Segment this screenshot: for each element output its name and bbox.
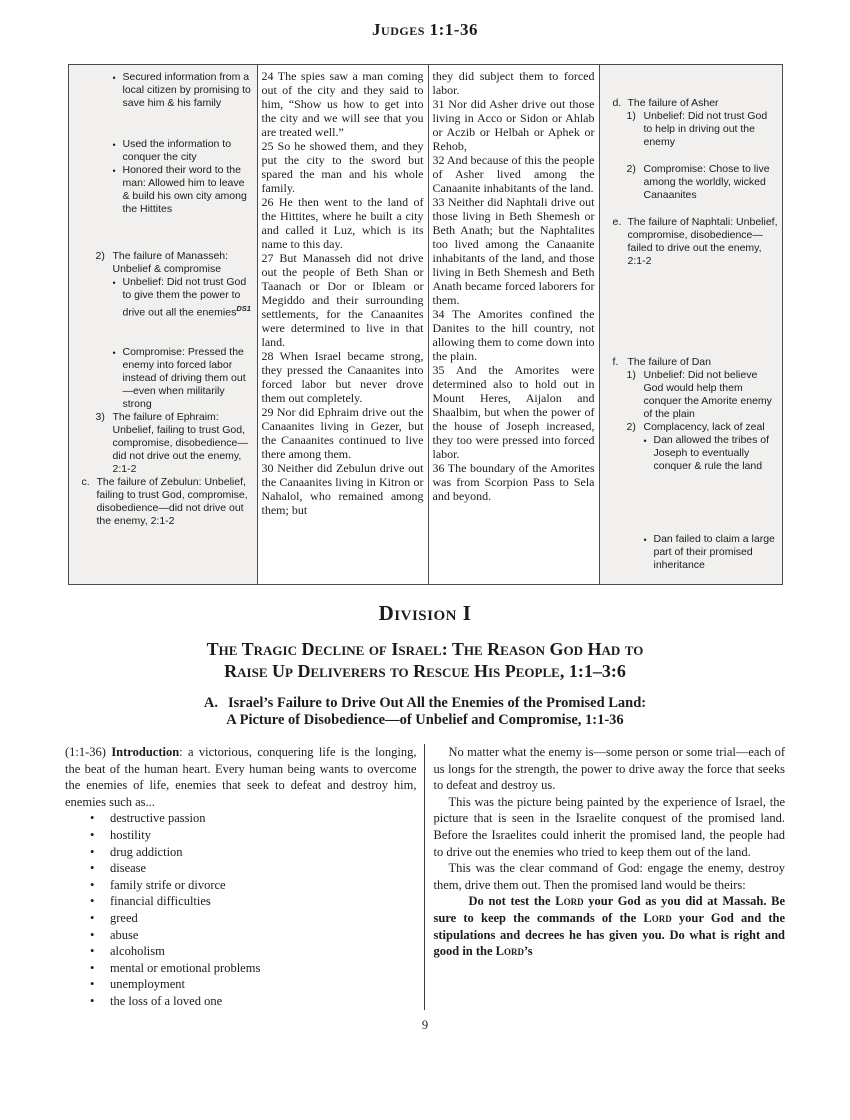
bullet-icon: •	[112, 278, 116, 288]
body-column-left	[65, 744, 425, 1010]
outline-item-text: Dan allowed the tribes of Joseph to eventually conquer & rule the land	[653, 434, 770, 472]
outline-item-text: Dan failed to claim a large part of their promised inheritance	[653, 533, 775, 571]
verse-paragraph: 26 He then went to the land of the Hittites, where he built a city and called it Luz, which is its name to this day.	[261, 195, 424, 251]
outline-item	[627, 369, 782, 421]
item-marker: f.	[612, 356, 619, 368]
quote-text: your God and the stipulations and decrees he has given you. Do what is right and good in the	[433, 910, 786, 959]
list-item-text: family strife or divorce	[110, 877, 226, 892]
list-item	[90, 810, 417, 827]
outline-item	[627, 421, 782, 434]
outline-item-text: The failure of Zebulun: Unbelief, failing to trust God, compromise, disobedience—did not drive out the enemy, 2:1-2	[96, 475, 248, 527]
list-item-text: drug addiction	[110, 844, 183, 859]
bullet-icon: •	[90, 993, 95, 1008]
intro-bold-label: Introduction	[111, 745, 180, 759]
outline-item	[644, 434, 782, 473]
outline-item	[113, 138, 257, 164]
list-item-text: unemployment	[110, 977, 185, 992]
intro-text: : a victorious, conquering life is the longing, the beat of the human heart. Every human being wants to overcome the enemies of life, enemies that seek to defeat and destroy him, enemies such as...	[65, 745, 417, 809]
quote-text: Do not test the	[468, 894, 556, 909]
list-item	[90, 943, 417, 960]
outline-column-right	[599, 65, 782, 584]
item-marker: d.	[612, 97, 622, 109]
list-item-text: alcoholism	[110, 944, 165, 959]
list-item	[90, 960, 417, 977]
bullet-icon: •	[90, 827, 95, 842]
verse-paragraph: they did subject them to forced labor.	[432, 69, 595, 97]
scripture-column-2	[428, 65, 599, 584]
superscript-note: DS1	[236, 304, 251, 313]
quote-text: ’s	[524, 944, 533, 959]
section-heading-text1: Israel’s Failure to Drive Out All the Enemies of the Promised Land:	[227, 695, 647, 711]
bullet-icon: •	[643, 535, 647, 545]
list-item	[90, 927, 417, 944]
outline-item	[613, 356, 782, 369]
verse-paragraph: 27 But Manasseh did not drive out the people of Beth Shan or Taanach or Dor or Ibleam or Megiddo and their surrounding settlements, for the Canaanites were determined to live in that land.	[261, 251, 424, 349]
outline-item-text-main: Unbelief: Did not trust God to give them the power to drive out all the enemies	[122, 276, 247, 319]
bullet-icon: •	[112, 347, 116, 358]
scripture-quote	[434, 893, 786, 959]
body-columns	[65, 744, 785, 1010]
outline-item	[113, 164, 257, 216]
list-item-text: abuse	[110, 927, 139, 942]
small-caps-lord: Lord	[555, 894, 584, 909]
list-item	[90, 827, 417, 844]
item-marker: 2)	[95, 250, 105, 262]
bullet-icon: •	[90, 927, 95, 942]
section-heading-line2: A Picture of Disobedience—of Unbelief and Compromise, 1:1-36	[226, 712, 624, 728]
document-page	[0, 20, 850, 1033]
list-item	[90, 893, 417, 910]
outline-item	[96, 411, 257, 476]
quote-text: your God as you did at Massah. Be sure to keep the commands of the	[433, 894, 785, 925]
list-item-text: hostility	[110, 827, 151, 842]
section-marker: A.	[203, 695, 218, 711]
outline-item-text	[123, 276, 257, 320]
outline-item-text: Unbelief: Did not believe God would help them conquer the Amorite enemy of the plain	[643, 369, 772, 420]
bullet-icon: •	[90, 910, 95, 925]
list-item-text: financial difficulties	[110, 894, 211, 909]
outline-item	[113, 276, 257, 320]
commentary-table	[68, 64, 783, 585]
section-heading	[0, 695, 850, 729]
verse-paragraph: 32 And because of this the people of Asher lived among the Canaanite inhabitants of the land.	[432, 153, 595, 195]
list-item-text: mental or emotional problems	[110, 960, 261, 975]
body-paragraph: No matter what the enemy is—some person or some trial—each of us longs for the strength, the power to drive away the force that seeks to defeat and destroy us.	[433, 745, 785, 793]
division-title	[0, 639, 850, 682]
item-marker: 2)	[626, 163, 636, 175]
verse-paragraph: 33 Neither did Naphtali drive out those living in Beth Shemesh or Beth Anath; but the Naphtalites too lived among the Canaanite inhabitants of the land, and those living in Beth Shemesh and Beth Anath became forced laborers for them.	[432, 195, 595, 307]
list-item	[90, 877, 417, 894]
list-item	[90, 993, 417, 1010]
bullet-icon: •	[90, 811, 95, 826]
bullet-icon: •	[90, 844, 95, 859]
verse-paragraph: 35 And the Amorites were determined also to hold out in Mount Heres, Aijalon and Shaalbim, but when the power of the house of Joseph increased, they too were pressed into forced labor.	[432, 363, 595, 461]
list-item	[90, 844, 417, 861]
list-item-text: destructive passion	[110, 811, 206, 826]
bullet-icon: •	[90, 877, 95, 892]
bullet-icon: •	[643, 436, 647, 446]
outline-item-text: The failure of Dan	[627, 356, 711, 368]
body-column-right	[425, 744, 786, 1010]
bullet-icon: •	[90, 861, 95, 876]
outline-item-text: Compromise: Pressed the enemy into forced labor instead of driving them out—even when militarily strong	[122, 345, 246, 410]
section-heading-line1	[0, 695, 850, 712]
list-item-text: the loss of a loved one	[110, 993, 223, 1008]
outline-item-text: The failure of Naphtali: Unbelief, compromise, disobedience—failed to drive out the enemy, 2:1-2	[627, 216, 778, 267]
intro-paragraph	[65, 744, 417, 810]
bullet-icon: •	[90, 894, 95, 909]
body-paragraph: This was the clear command of God: engage the enemy, destroy them, drive them out. Then the promised land would be theirs:	[433, 861, 785, 892]
bullet-icon: •	[112, 140, 116, 150]
outline-item	[644, 533, 782, 572]
list-item-text: greed	[110, 910, 138, 925]
verse-paragraph: 36 The boundary of the Amorites was from Scorpion Pass to Sela and beyond.	[432, 461, 595, 503]
bullet-icon: •	[90, 944, 95, 959]
division-heading: Division I	[378, 601, 472, 625]
outline-item	[627, 163, 782, 202]
bullet-icon: •	[90, 960, 95, 975]
division-title-line2: Raise Up Deliverers to Rescue His People, 1:1–3:6	[224, 660, 626, 681]
outline-item-text: The failure of Manasseh: Unbelief & compromise	[112, 250, 229, 275]
item-marker: 3)	[95, 410, 105, 423]
outline-column-left	[69, 65, 257, 584]
verse-paragraph: 30 Neither did Zebulun drive out the Canaanites living in Kitron or Nahalol, who remained among them; but	[261, 461, 424, 517]
outline-item	[82, 476, 257, 528]
verse-paragraph: 34 The Amorites confined the Danites to the hill country, not allowing them to come down into the plain.	[432, 307, 595, 363]
verse-paragraph: 29 Nor did Ephraim drive out the Canaanites living in Gezer, but the Canaanites continued to live there among them.	[261, 405, 424, 461]
page-title: Judges 1:1-36	[372, 20, 478, 39]
outline-item-text: Secured information from a local citizen by promising to save him & his family	[122, 71, 251, 109]
outline-item	[613, 216, 782, 268]
verse-paragraph: 31 Nor did Asher drive out those living in Acco or Sidon or Ahlab or Aczib or Helbah or Aphek or Rehob,	[432, 97, 595, 153]
small-caps-lord: Lord	[495, 944, 525, 959]
division-title-line1: The Tragic Decline of Israel: The Reason God Had to	[206, 639, 644, 659]
scripture-column-1	[257, 65, 428, 584]
item-marker: 2)	[626, 421, 636, 433]
verse-paragraph: 25 So he showed them, and they put the city to the sword but spared the man and his whole family.	[261, 139, 424, 195]
intro-reference: (1:1-36)	[65, 745, 106, 759]
outline-item-text: The failure of Ephraim: Unbelief, failing to trust God, compromise, disobedience—did not drive out the enemy, 2:1-2	[112, 410, 248, 475]
list-item	[90, 976, 417, 993]
bullet-icon: •	[90, 977, 95, 992]
outline-item-text: Unbelief: Did not trust God to help in driving out the enemy	[643, 110, 768, 148]
list-item	[90, 860, 417, 877]
list-item	[90, 910, 417, 927]
item-marker: 1)	[626, 110, 636, 122]
verse-paragraph: 28 When Israel became strong, they pressed the Canaanites into forced labor but never drove them out completely.	[261, 349, 424, 405]
item-marker: c.	[81, 475, 90, 488]
page-number: 9	[421, 1017, 429, 1032]
outline-item-text: The failure of Asher	[627, 97, 719, 109]
outline-item-text: Compromise: Chose to live among the worldly, wicked Canaanites	[643, 163, 770, 201]
outline-item	[113, 71, 257, 110]
outline-item	[627, 110, 782, 149]
list-item-text: disease	[110, 861, 147, 876]
outline-item	[613, 97, 782, 110]
item-marker: 1)	[626, 369, 636, 381]
outline-item-text: Used the information to conquer the city	[122, 138, 232, 163]
body-paragraph: This was the picture being painted by the experience of Israel, the picture that is seen in the Israelite conquest of the promised land. Before the Israelites could inherit the promised land, the people had to drive out the enemies who tried to keep them out of the land.	[433, 794, 785, 859]
outline-item	[113, 346, 257, 411]
item-marker: e.	[612, 216, 622, 228]
verse-paragraph: 24 The spies saw a man coming out of the city and they said to him, “Show us how to get into the city and we will see that you are treated well.”	[261, 69, 424, 139]
bullet-icon: •	[112, 73, 116, 83]
outline-item	[96, 250, 257, 276]
small-caps-lord: Lord	[643, 910, 672, 925]
bullet-icon: •	[112, 166, 116, 176]
outline-item-text: Honored their word to the man: Allowed him to leave & build his own city among the Hittites	[122, 164, 247, 215]
outline-item-text: Complacency, lack of zeal	[643, 421, 765, 433]
